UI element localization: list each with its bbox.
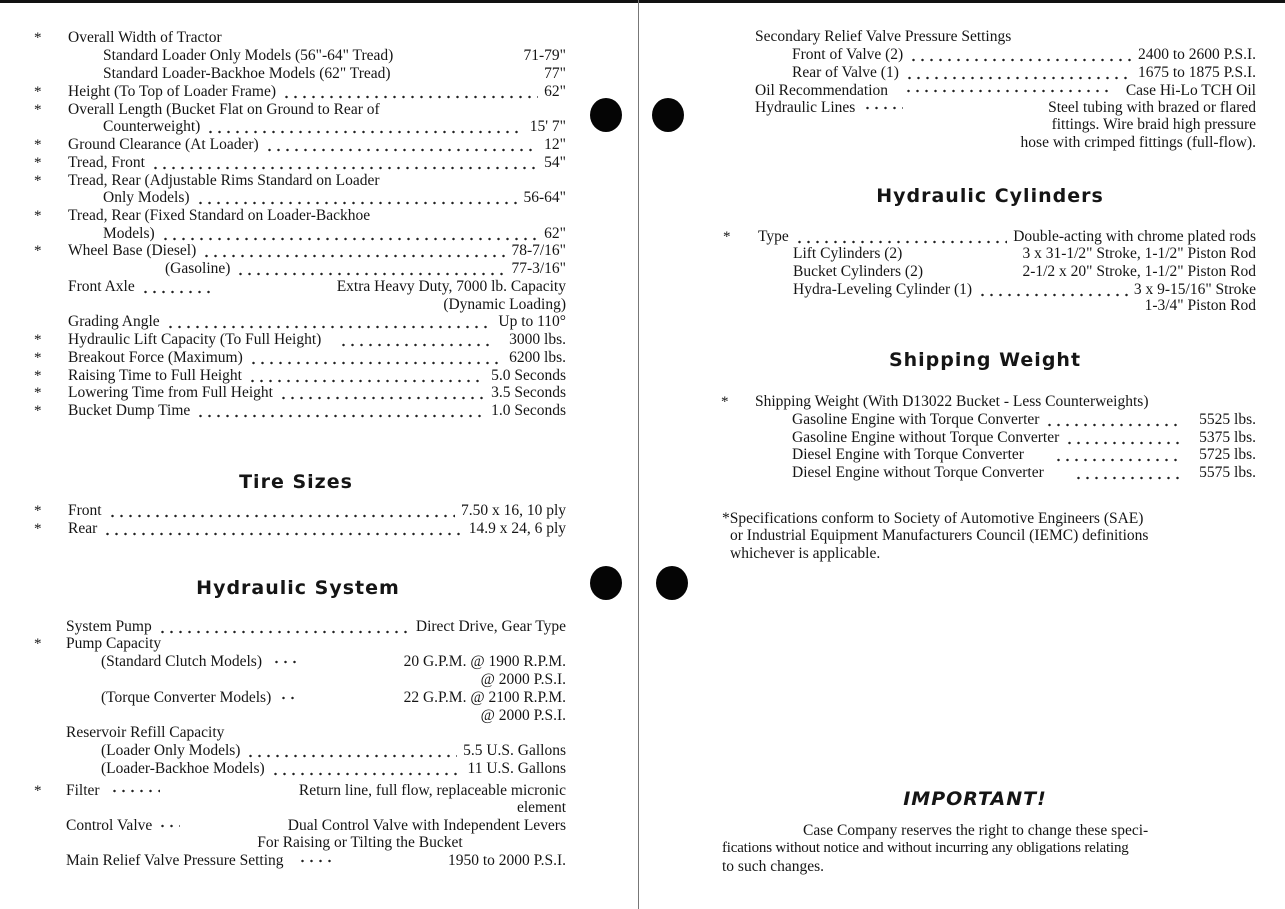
spec-row — [101, 742, 566, 760]
spec-label: Bucket Cylinders (2) — [793, 263, 924, 280]
section-heading-shipping-weight: Shipping Weight — [888, 349, 1082, 371]
leader-dots — [904, 89, 1110, 93]
asterisk: * — [34, 385, 42, 401]
spec-value: 7.50 x 16, 10 ply — [460, 502, 566, 519]
leader-dots — [1074, 476, 1181, 480]
spec-value: 56-64" — [523, 189, 566, 206]
page-fold-divider — [638, 0, 639, 909]
section-heading-hydraulic-system: Hydraulic System — [196, 577, 400, 599]
spec-label: Standard Loader Only Models (56"-64" Tread) — [103, 47, 394, 64]
spec-row — [68, 136, 566, 154]
spec-value: For Raising or Tilting the Bucket — [257, 834, 463, 851]
spec-label: Breakout Force (Maximum) — [68, 349, 243, 366]
asterisk: * — [34, 636, 42, 652]
leader-dots — [272, 660, 296, 664]
leader-dots — [202, 254, 505, 258]
spec-value: 2-1/2 x 20" Stroke, 1-1/2" Piston Rod — [1022, 263, 1256, 280]
leader-dots — [863, 106, 903, 110]
spec-label: Rear — [68, 520, 98, 537]
spec-label: Hydraulic Lines — [755, 99, 856, 116]
leader-dots — [158, 630, 410, 634]
leader-dots — [151, 166, 538, 170]
leader-dots — [339, 343, 491, 347]
asterisk: * — [721, 394, 729, 410]
spec-row — [1052, 116, 1256, 134]
spec-row — [66, 852, 566, 870]
spec-value: 5375 lbs. — [1199, 429, 1256, 446]
spec-value: 2400 to 2600 P.S.I. — [1138, 46, 1256, 63]
leader-dots — [166, 325, 493, 329]
spec-label: Pump Capacity — [66, 635, 162, 652]
asterisk: * — [34, 102, 42, 118]
spec-row — [755, 393, 1148, 411]
spec-row — [68, 367, 566, 385]
spec-value: Double-acting with chrome plated rods — [1013, 228, 1256, 245]
spec-label: (Gasoline) — [165, 260, 231, 277]
spec-label: Only Models) — [103, 189, 190, 206]
spec-row — [68, 101, 380, 119]
spec-row — [443, 296, 566, 314]
spec-label: Lift Cylinders (2) — [793, 245, 903, 262]
asterisk: * — [34, 84, 42, 100]
section-heading-hydraulic-cylinders: Hydraulic Cylinders — [876, 185, 1104, 207]
binder-hole-icon — [656, 566, 688, 600]
spec-row — [68, 384, 566, 402]
spec-row — [792, 46, 1256, 64]
spec-value: Dual Control Valve with Independent Levers — [287, 817, 566, 834]
spec-label: Main Relief Valve Pressure Setting — [66, 852, 284, 869]
spec-row — [103, 47, 566, 65]
spec-row — [1145, 297, 1256, 315]
binder-hole-icon — [652, 98, 684, 132]
spec-row — [68, 278, 566, 296]
spec-value: 1.0 Seconds — [491, 402, 566, 419]
spec-row — [103, 225, 566, 243]
spec-row — [66, 782, 566, 800]
spec-label: Gasoline Engine without Torque Converter — [792, 429, 1060, 446]
spec-label: Overall Width of Tractor — [68, 29, 222, 46]
spec-value: Return line, full flow, replaceable micronic — [298, 782, 566, 799]
spec-value: fittings. Wire braid high pressure — [1051, 116, 1256, 133]
spec-label: Bucket Dump Time — [68, 402, 191, 419]
spec-label: Hydra-Leveling Cylinder (1) — [793, 281, 973, 298]
spec-label: Raising Time to Full Height — [68, 367, 242, 384]
spec-label: Diesel Engine without Torque Converter — [792, 464, 1044, 481]
spec-row — [68, 402, 566, 420]
asterisk: * — [34, 350, 42, 366]
spec-value: 3 x 9-15/16" Stroke — [1133, 281, 1256, 298]
spec-value: 1675 to 1875 P.S.I. — [1138, 64, 1256, 81]
leader-dots — [298, 859, 332, 863]
spec-label: Secondary Relief Valve Pressure Settings — [755, 28, 1012, 45]
spec-label: Standard Loader-Backhoe Models (62" Tread) — [103, 65, 391, 82]
spec-label: (Loader-Backhoe Models) — [101, 760, 265, 777]
spec-label: System Pump — [66, 618, 152, 635]
spec-row — [793, 263, 1256, 281]
spec-value: 20 G.P.M. @ 1900 R.P.M. — [403, 653, 566, 670]
spec-label: Grading Angle — [68, 313, 160, 330]
spec-row — [68, 83, 566, 101]
spec-row — [792, 464, 1256, 482]
spec-row — [755, 28, 1011, 46]
spec-value: 5525 lbs. — [1199, 411, 1256, 428]
spec-value: 3 x 31-1/2" Stroke, 1-1/2" Piston Rod — [1022, 245, 1256, 262]
spec-value: 6200 lbs. — [509, 349, 566, 366]
spec-row — [101, 653, 566, 671]
spec-row — [755, 82, 1256, 100]
spec-label: Counterweight) — [103, 118, 201, 135]
spec-value: 1950 to 2000 P.S.I. — [448, 852, 566, 869]
spec-value: 77-3/16" — [511, 260, 566, 277]
leader-dots — [103, 532, 462, 536]
spec-value: hose with crimped fittings (full-flow). — [1020, 134, 1256, 151]
leader-dots — [161, 237, 539, 241]
spec-row — [481, 671, 566, 689]
spec-value: 62" — [544, 83, 566, 100]
spec-row — [101, 689, 566, 707]
spec-value: 5575 lbs. — [1199, 464, 1256, 481]
asterisk: * — [34, 503, 42, 519]
leader-dots — [236, 272, 505, 276]
spec-row — [755, 99, 1256, 117]
spec-row — [68, 502, 566, 520]
leader-dots — [1054, 458, 1181, 462]
spec-label: Tread, Rear (Adjustable Rims Standard on Loader — [68, 172, 380, 189]
leader-dots — [1065, 441, 1181, 445]
leader-dots — [249, 361, 503, 365]
spec-value: 71-79" — [523, 47, 566, 64]
spec-label: Ground Clearance (At Loader) — [68, 136, 259, 153]
spec-label: Front Axle — [68, 278, 135, 295]
spec-row — [68, 154, 566, 172]
spec-row — [0, 834, 720, 852]
spec-value: Direct Drive, Gear Type — [415, 618, 566, 635]
footnote-line: *Specifications conform to Society of Automotive Engineers (SAE) — [722, 510, 1144, 527]
spec-row — [68, 331, 566, 349]
leader-dots — [905, 76, 1132, 80]
spec-value: 54" — [544, 154, 566, 171]
spec-value: 77" — [544, 65, 566, 82]
spec-label: Front of Valve (2) — [792, 46, 904, 63]
spec-label: Front — [68, 502, 102, 519]
spec-value: Extra Heavy Duty, 7000 lb. Capacity — [336, 278, 566, 295]
spec-row — [66, 724, 224, 742]
spec-value: 5.5 U.S. Gallons — [463, 742, 566, 759]
spec-row — [481, 707, 566, 725]
spec-row — [68, 172, 380, 190]
asterisk: * — [723, 229, 731, 245]
spec-row — [68, 349, 566, 367]
spec-value: 78-7/16" — [511, 242, 566, 259]
footnote-line: or Industrial Equipment Manufacturers Council (IEMC) definitions — [730, 527, 1149, 544]
spec-row — [517, 799, 566, 817]
spec-value: 12" — [544, 136, 566, 153]
spec-label: (Torque Converter Models) — [101, 689, 272, 706]
spec-row — [758, 228, 1256, 246]
spec-value: @ 2000 P.S.I. — [480, 707, 566, 724]
spec-row — [68, 313, 566, 331]
spec-row — [68, 520, 566, 538]
spec-row — [1021, 134, 1256, 152]
spec-row — [66, 635, 161, 653]
spec-label: Models) — [103, 225, 155, 242]
spec-row — [68, 29, 222, 47]
leader-dots — [279, 696, 295, 700]
notice-line: to such changes. — [722, 858, 825, 875]
leader-dots — [108, 514, 455, 518]
binder-hole-icon — [590, 566, 622, 600]
spec-value: 22 G.P.M. @ 2100 R.P.M. — [403, 689, 566, 706]
spec-row — [66, 817, 566, 835]
spec-label: Tread, Front — [68, 154, 145, 171]
spec-row — [68, 207, 370, 225]
spec-value: Steel tubing with brazed or flared — [1048, 99, 1256, 116]
asterisk: * — [34, 155, 42, 171]
leader-dots — [158, 824, 180, 828]
spec-row — [792, 64, 1256, 82]
spec-value: 11 U.S. Gallons — [467, 760, 566, 777]
important-heading: IMPORTANT! — [903, 788, 1047, 810]
spec-value: 5725 lbs. — [1199, 446, 1256, 463]
spec-row — [103, 118, 566, 136]
spec-label: Overall Length (Bucket Flat on Ground to Rear of — [68, 101, 380, 118]
leader-dots — [1045, 423, 1181, 427]
spec-value: element — [516, 799, 566, 816]
leader-dots — [196, 201, 518, 205]
asterisk: * — [34, 137, 42, 153]
spec-row — [103, 189, 566, 207]
leader-dots — [265, 148, 539, 152]
asterisk: * — [34, 332, 42, 348]
spec-label: Wheel Base (Diesel) — [68, 242, 197, 259]
asterisk: * — [34, 30, 42, 46]
spec-row — [101, 760, 566, 778]
spec-value: Up to 110° — [498, 313, 566, 330]
spec-label: Hydraulic Lift Capacity (To Full Height) — [68, 331, 322, 348]
spec-label: Gasoline Engine with Torque Converter — [792, 411, 1040, 428]
spec-row — [792, 446, 1256, 464]
spec-label: Control Valve — [66, 817, 153, 834]
spec-label: Shipping Weight (With D13022 Bucket - Less Counterweights) — [755, 393, 1149, 410]
spec-value: 15' 7" — [529, 118, 566, 135]
spec-value: 1-3/4" Piston Rod — [1144, 297, 1256, 314]
spec-value: (Dynamic Loading) — [443, 296, 566, 313]
section-heading-tire-sizes: Tire Sizes — [239, 471, 353, 493]
asterisk: * — [34, 208, 42, 224]
footnote-line: whichever is applicable. — [730, 545, 881, 562]
leader-dots — [141, 290, 211, 294]
notice-line: fications without notice and without incurring any obligations relating — [722, 840, 1129, 856]
spec-value: 3.5 Seconds — [491, 384, 566, 401]
spec-row — [165, 260, 566, 278]
spec-label: (Standard Clutch Models) — [101, 653, 263, 670]
spec-row — [793, 245, 1256, 263]
asterisk: * — [34, 173, 42, 189]
spec-label: Filter — [66, 782, 100, 799]
asterisk: * — [34, 368, 42, 384]
leader-dots — [978, 293, 1128, 297]
leader-dots — [795, 240, 1007, 244]
leader-dots — [282, 95, 538, 99]
spec-value: 14.9 x 24, 6 ply — [468, 520, 566, 537]
asterisk: * — [34, 521, 42, 537]
spec-value: Case Hi-Lo TCH Oil — [1125, 82, 1256, 99]
spec-label: Height (To Top of Loader Frame) — [68, 83, 277, 100]
leader-dots — [110, 789, 160, 793]
spec-label: (Loader Only Models) — [101, 742, 241, 759]
spec-value: @ 2000 P.S.I. — [480, 671, 566, 688]
leader-dots — [909, 58, 1132, 62]
binder-hole-icon — [590, 98, 622, 132]
spec-label: Tread, Rear (Fixed Standard on Loader-Backhoe — [68, 207, 371, 224]
leader-dots — [248, 379, 485, 383]
spec-value: 62" — [544, 225, 566, 242]
spec-row — [792, 429, 1256, 447]
spec-value: 5.0 Seconds — [491, 367, 566, 384]
spec-row — [66, 618, 566, 636]
spec-row — [68, 242, 566, 260]
leader-dots — [206, 130, 523, 134]
leader-dots — [246, 754, 457, 758]
spec-label: Oil Recommendation — [755, 82, 889, 99]
spec-label: Reservoir Refill Capacity — [66, 724, 225, 741]
spec-row — [792, 411, 1256, 429]
spec-label: Lowering Time from Full Height — [68, 384, 273, 401]
spec-label: Rear of Valve (1) — [792, 64, 899, 81]
spec-value: 3000 lbs. — [509, 331, 566, 348]
leader-dots — [271, 772, 462, 776]
leader-dots — [196, 414, 485, 418]
page-top-border — [0, 0, 1285, 3]
notice-line: Case Company reserves the right to change these speci- — [803, 822, 1149, 839]
spec-label: Diesel Engine with Torque Converter — [792, 446, 1024, 463]
spec-label: Type — [758, 228, 789, 245]
asterisk: * — [34, 403, 42, 419]
asterisk: * — [34, 243, 42, 259]
asterisk: * — [34, 783, 42, 799]
leader-dots — [279, 396, 485, 400]
spec-row — [103, 65, 566, 83]
